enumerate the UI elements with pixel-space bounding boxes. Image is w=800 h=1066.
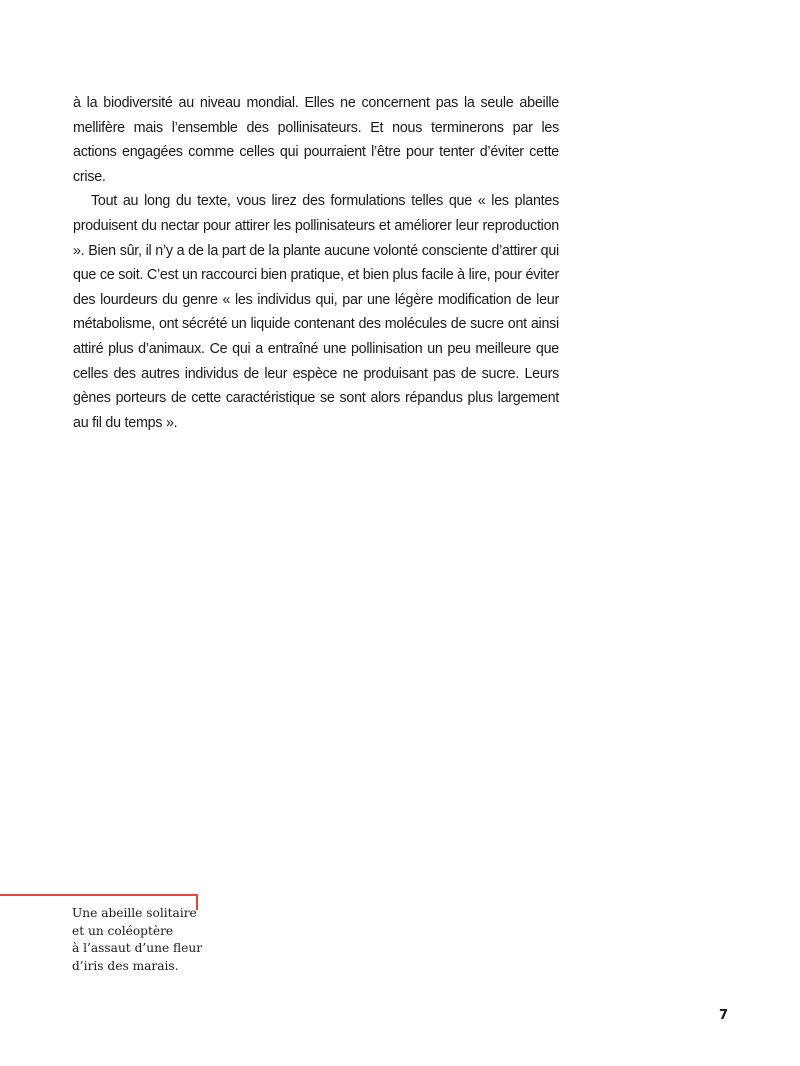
- caption-line: à l’assaut d’une fleur: [72, 941, 203, 956]
- paragraph-2: Tout au long du texte, vous lirez des formulations telles que « les plantes produisent du nectar pour attirer les pollinisateurs et améliorer leur reproduction ». Bien sûr, il n’y a de la part de la plante aucune volonté consciente d’attirer qui que ce soit. C’est un raccourci bien pratique, et bien plus facile à lire, pour éviter des lourdeurs du genre « les individus qui, par une légère modification de leur métabolisme, ont sécrété un liquide contenant des molécules de sucre ont ainsi attiré plus d’animaux. Ce qui a entraîné une pollinisation un peu meilleure que celles des autres individus de leur espèce ne produisant pas de sucre. Leurs gènes porteurs de cette caractéristique se sont alors répandus plus largement au fil du temps ».: [73, 193, 559, 431]
- paragraph-1: à la biodiversité au niveau mondial. Elles ne concernent pas la seule abeille mellifère mais l’ensemble des pollinisateurs. Et nous terminerons par les actions engagées comme celles qui pourraient l’être pour tenter d’éviter cette crise.: [73, 95, 559, 185]
- caption-line: et un coléoptère: [72, 923, 174, 938]
- main-text: [73, 91, 559, 435]
- caption-line: Une abeille solitaire: [72, 906, 197, 920]
- caption-line: d’iris des marais.: [72, 958, 179, 973]
- photo-caption: [72, 905, 242, 975]
- page-number: 7: [718, 1008, 728, 1023]
